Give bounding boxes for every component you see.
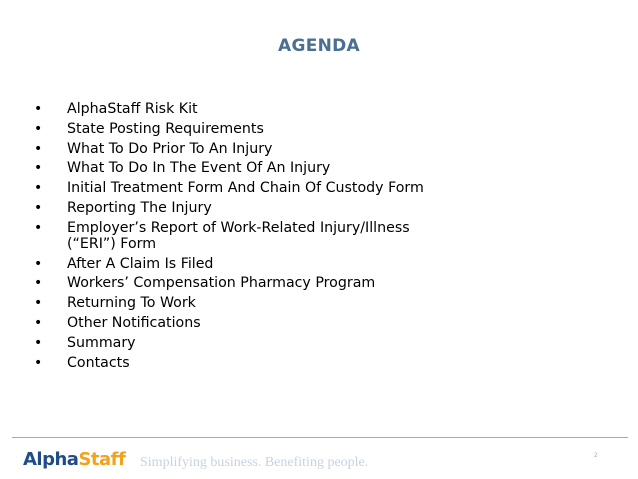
agenda-item-text: Initial Treatment Form And Chain Of Custody Form xyxy=(67,180,424,197)
agenda-list-item xyxy=(34,160,474,176)
page-title: AGENDA xyxy=(277,36,361,56)
agenda-list-item xyxy=(34,355,474,371)
agenda-list-item xyxy=(34,180,474,196)
agenda-item-text: State Posting Requirements xyxy=(67,120,264,137)
bullet-icon: • xyxy=(34,354,43,371)
page-number: 2 xyxy=(594,452,598,459)
bullet-icon: • xyxy=(34,219,43,236)
agenda-item-text: What To Do Prior To An Injury xyxy=(67,140,273,157)
bullet-icon: • xyxy=(34,140,43,157)
agenda-list xyxy=(34,101,474,374)
agenda-item-text: AlphaStaff Risk Kit xyxy=(67,101,198,117)
bullet-icon: • xyxy=(34,120,43,137)
agenda-item-text: Reporting The Injury xyxy=(67,199,212,216)
bullet-icon: • xyxy=(34,295,43,312)
agenda-item-text: Returning To Work xyxy=(67,295,196,312)
agenda-list-item xyxy=(34,200,474,216)
logo-text-alpha: Alpha xyxy=(23,449,79,470)
agenda-item-text: Summary xyxy=(67,334,136,351)
agenda-list-item xyxy=(34,101,474,117)
agenda-item-text: (“ERI”) Form xyxy=(67,235,157,252)
bullet-icon: • xyxy=(34,255,43,272)
agenda-item-text: What To Do In The Event Of An Injury xyxy=(67,160,331,177)
agenda-list-item xyxy=(34,220,474,252)
bullet-icon: • xyxy=(34,199,43,216)
agenda-list-item xyxy=(34,295,474,311)
bullet-icon: • xyxy=(34,160,43,177)
agenda-list-item xyxy=(34,335,474,351)
agenda-list-item xyxy=(34,275,474,291)
footer-divider xyxy=(12,437,628,438)
bullet-icon: • xyxy=(34,334,43,351)
alphastaff-logo xyxy=(23,449,125,471)
agenda-item-text: Workers’ Compensation Pharmacy Program xyxy=(67,275,376,292)
agenda-list-item xyxy=(34,256,474,272)
footer-tagline: Simplifying business. Benefiting people. xyxy=(140,455,369,470)
agenda-item-text: After A Claim Is Filed xyxy=(67,255,214,272)
agenda-item-text: Employer’s Report of Work-Related Injury/Illness xyxy=(67,219,410,236)
agenda-list-item xyxy=(34,121,474,137)
bullet-icon: • xyxy=(34,314,43,331)
agenda-list-item xyxy=(34,141,474,157)
bullet-icon: • xyxy=(34,275,43,292)
agenda-item-text: Contacts xyxy=(67,354,130,371)
bullet-icon: • xyxy=(34,101,43,117)
logo-text-staff: Staff xyxy=(78,449,126,470)
agenda-item-text: Other Notifications xyxy=(67,314,201,331)
agenda-list-item xyxy=(34,315,474,331)
bullet-icon: • xyxy=(34,180,43,197)
